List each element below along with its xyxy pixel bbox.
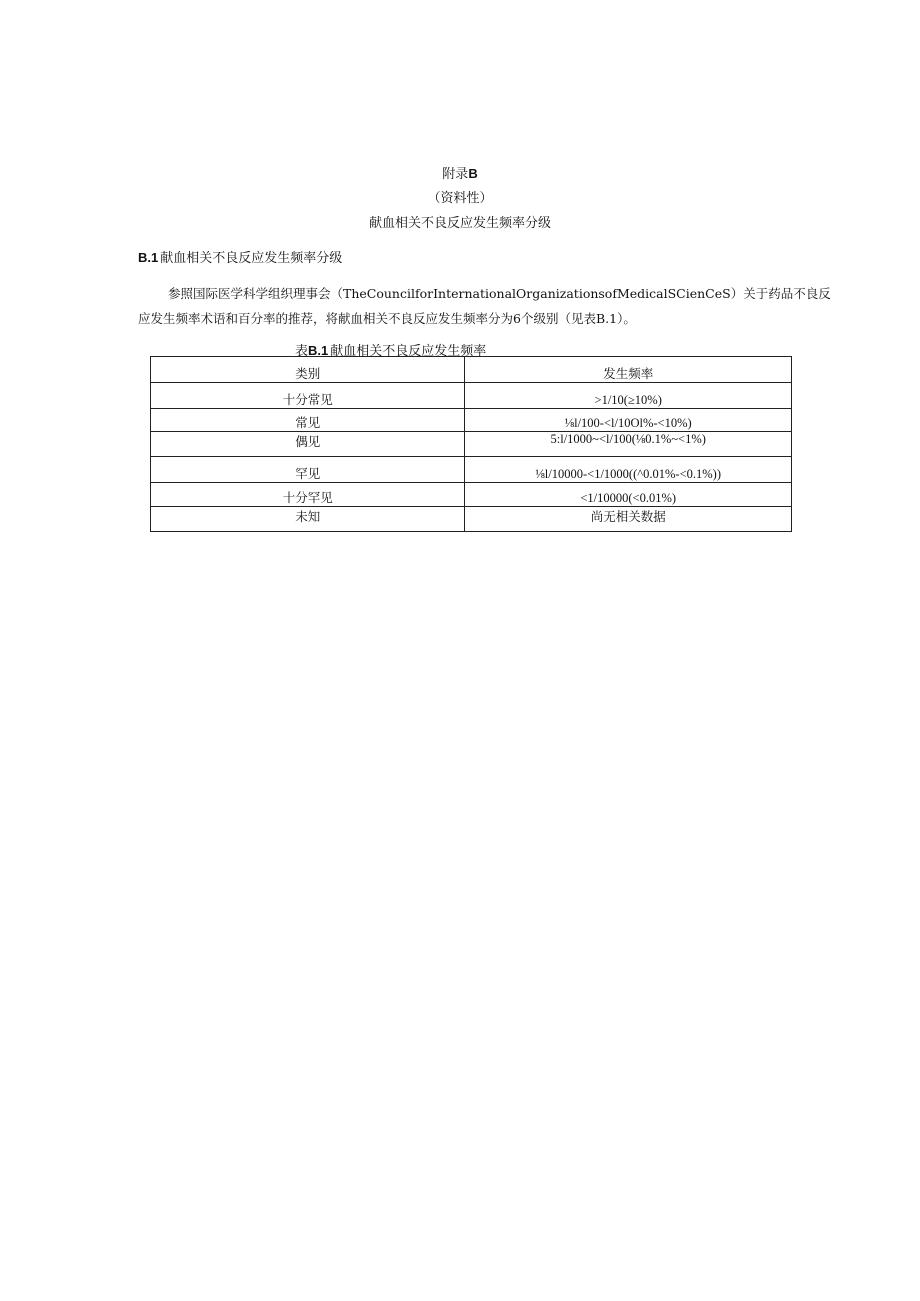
row-frequency: 5:l/1000~<l/100(⅛0.1%~<1%) (465, 432, 792, 457)
paragraph-line-2: 应发生频率术语和百分率的推荐，将献血相关不良反应发生频率分为6个级别（见表B.1）。 (138, 311, 636, 326)
table-row (151, 507, 792, 532)
table-row (151, 432, 792, 457)
row-frequency: >1/10(≥10%) (465, 383, 792, 409)
caption-prefix: 表 (295, 344, 309, 359)
row-category: 十分罕见 (151, 483, 465, 507)
section-number: B.1 (138, 250, 159, 265)
appendix-letter: B (468, 166, 478, 181)
appendix-title: 献血相关不良反应发生频率分级 (368, 216, 551, 231)
row-category: 常见 (151, 409, 465, 432)
section-heading (138, 247, 342, 266)
table-row (151, 483, 792, 507)
row-category: 十分常见 (151, 383, 465, 409)
appendix-prefix: 附录 (442, 167, 469, 182)
row-frequency: 尚无相关数据 (465, 507, 792, 532)
section-title: 献血相关不良反应发生频率分级 (160, 251, 343, 266)
row-category: 偶见 (151, 432, 465, 457)
caption-text: 献血相关不良反应发生频率 (330, 344, 487, 359)
frequency-table (150, 356, 792, 532)
table-row (151, 457, 792, 483)
appendix-heading (0, 163, 920, 182)
row-frequency: ⅛l/10000-<1/1000((^0.01%-<0.1%)) (465, 457, 792, 483)
appendix-nature: （资料性） (427, 191, 493, 206)
table-header-row (151, 357, 792, 383)
row-frequency: ⅛l/100-<l/10Ol%-<10%) (465, 409, 792, 432)
table-row (151, 383, 792, 409)
body-paragraph (138, 281, 838, 331)
table-row (151, 409, 792, 432)
header-frequency: 发生频率 (465, 357, 792, 383)
row-category: 未知 (151, 507, 465, 532)
caption-number: B.1 (308, 343, 329, 358)
paragraph-line-1: 参照国际医学科学组织理事会（TheCouncilforInternationalOrganizationsofMedicalSCienCeS）关于药品不良反 (168, 286, 831, 301)
row-frequency: <1/10000(<0.01%) (465, 483, 792, 507)
row-category: 罕见 (151, 457, 465, 483)
header-category: 类别 (151, 357, 465, 383)
